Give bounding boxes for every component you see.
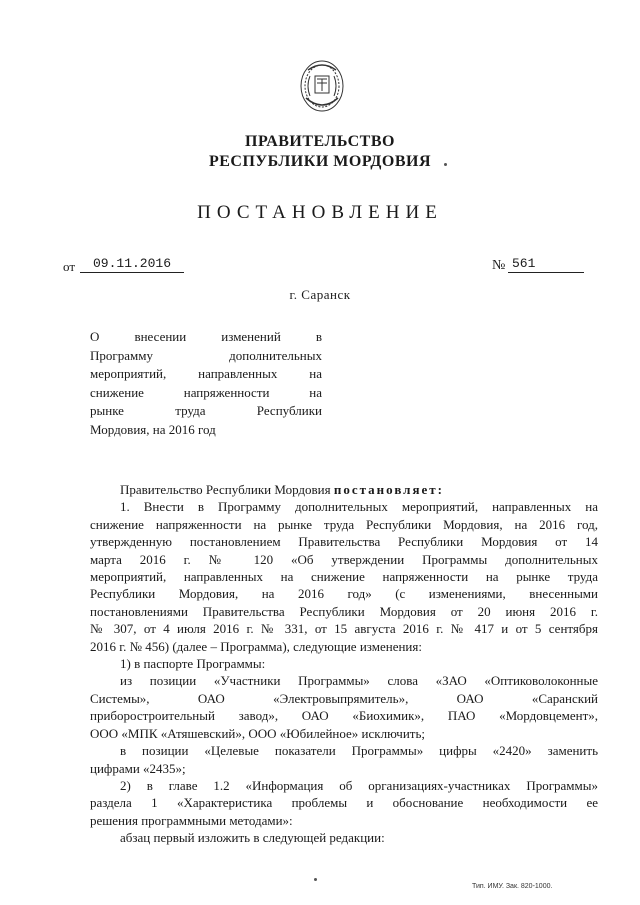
body-line: в позиции «Целевые показатели Программы» цифры «2420» заменить xyxy=(120,743,598,759)
print-mark: Тип. ИМУ. Зак. 820-1000. xyxy=(472,883,553,890)
body-line: снижение напряженности на рынке труда Республики Мордовия, на 2016 год, xyxy=(90,516,598,532)
body-line: Республики Мордовия, на 2016 год» (с изменениями, внесенными xyxy=(90,586,598,602)
subject-line: мероприятий, направленных на xyxy=(90,366,322,381)
body-line: мероприятий, направленных на снижение напряженности на рынке труда xyxy=(90,569,598,585)
subject-block xyxy=(90,328,322,439)
body-line: раздела 1 «Характеристика проблемы и обоснование необходимости ее xyxy=(90,795,598,811)
body-line: марта 2016 г. № 120 «Об утверждении Программы дополнительных xyxy=(90,551,598,567)
body-line: 1. Внести в Программу дополнительных мероприятий, направленных на xyxy=(120,499,598,515)
date-label: от xyxy=(63,259,76,274)
number-label: № xyxy=(492,258,506,273)
number-value: 561 xyxy=(508,256,584,273)
subject-line: Программу дополнительных xyxy=(90,347,322,363)
subject-line: Мордовия, на 2016 год xyxy=(90,421,216,437)
org-name-line1: ПРАВИТЕЛЬСТВО xyxy=(245,133,395,150)
intro-verb: постановляет: xyxy=(333,482,444,497)
body-line: утвержденную постановлением Правительства Республики Мордовия от 14 xyxy=(90,534,598,550)
body-line: из позиции «Участники Программы» слова «ЗАО «Оптиковолоконные xyxy=(120,673,598,689)
intro-text: Правительство Республики Мордовия xyxy=(120,482,331,497)
body-line: ООО «МПК «Атяшевский», ООО «Юбилейное» исключить; xyxy=(90,725,426,741)
body-line: 2016 г. № 456) (далее – Программа), следующие изменения: xyxy=(90,638,422,654)
coat-of-arms-icon xyxy=(298,58,346,114)
subject-line: О внесении изменений в xyxy=(90,329,322,344)
subject-line: снижение напряженности на xyxy=(90,384,322,400)
document-type: ПОСТАНОВЛЕНИЕ xyxy=(197,202,443,223)
body-line: Системы», ОАО «Электровыпрямитель», ОАО «Саранский xyxy=(90,690,598,706)
body-line: 2) в главе 1.2 «Информация об организациях-участниках Программы» xyxy=(120,777,598,793)
date-value: 09.11.2016 xyxy=(80,256,184,273)
body-line: 1) в паспорте Программы: xyxy=(120,656,266,672)
document-body xyxy=(90,481,598,847)
city: г. Саранск xyxy=(289,287,351,302)
body-line: № 307, от 4 июля 2016 г. № 331, от 15 августа 2016 г. № 417 и от 5 сентября xyxy=(90,621,598,637)
body-intro xyxy=(90,481,598,498)
scan-speck xyxy=(314,878,317,881)
body-line: цифрами «2435»; xyxy=(90,760,186,776)
body-line: приборостроительный завод», ОАО «Биохимик», ПАО «Мордовцемент», xyxy=(90,708,598,724)
scan-speck xyxy=(444,163,447,166)
body-line: постановлениями Правительства Республики Мордовия от 20 июня 2016 г. xyxy=(90,603,598,619)
body-line: абзац первый изложить в следующей редакции: xyxy=(120,830,385,846)
subject-line: рынке труда Республики xyxy=(90,403,322,418)
body-line: решения программными методами»: xyxy=(90,812,293,828)
org-name-line2: РЕСПУБЛИКИ МОРДОВИЯ xyxy=(208,153,431,170)
